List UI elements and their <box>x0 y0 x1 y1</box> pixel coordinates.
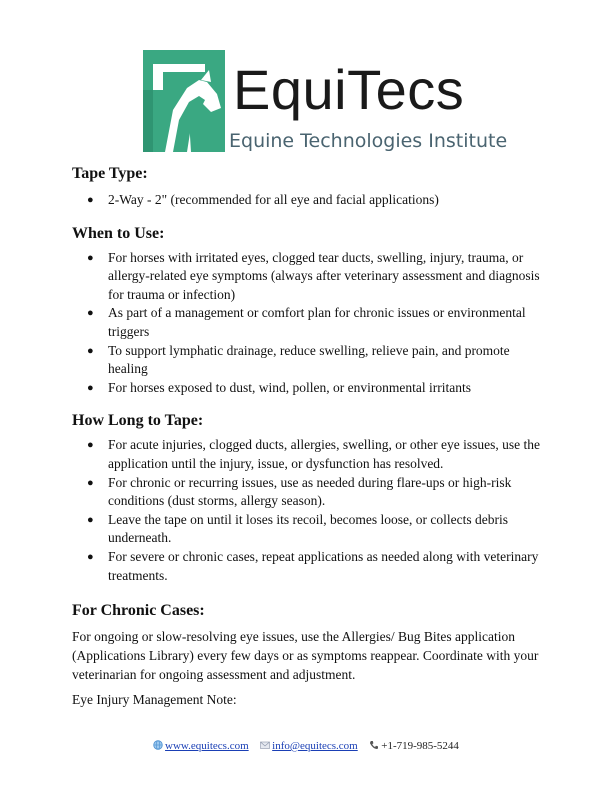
section-when-to-use <box>72 224 546 398</box>
email-link[interactable]: info@equitecs.com <box>272 740 358 752</box>
injury-note-label: Eye Injury Management Note: <box>72 692 237 708</box>
logo <box>143 48 508 158</box>
phone-number: +1-719-985-5244 <box>381 740 459 752</box>
globe-icon <box>153 740 163 750</box>
list-when-to-use <box>72 249 546 398</box>
list-item: ● To support lymphatic drainage, reduce swelling, relieve pain, and promote healing <box>72 342 546 379</box>
list-item: ● Leave the tape on until it loses its recoil, becomes loose, or collects debris underneath. <box>72 511 546 548</box>
heading-when-to-use: When to Use: <box>72 224 165 242</box>
logo-subtitle: Equine Technologies Institute <box>229 130 508 152</box>
section-how-long <box>72 411 546 585</box>
list-item: ● For chronic or recurring issues, use as needed during flare-ups or high-risk conditions (dust storms, allergy season). <box>72 474 546 511</box>
list-item: ● For horses exposed to dust, wind, pollen, or environmental irritants <box>72 379 546 398</box>
logo-title: EquiTecs <box>233 58 465 121</box>
chronic-paragraph: For ongoing or slow-resolving eye issues, use the Allergies/ Bug Bites application (Applications Library) every few days or as symptoms reappear. Coordinate with your veterinarian for ongoing assessment and adjustment. <box>72 629 539 683</box>
heading-how-long: How Long to Tape: <box>72 412 204 430</box>
list-how-long <box>72 436 546 585</box>
section-chronic <box>72 601 546 709</box>
heading-tape-type: Tape Type: <box>72 165 148 182</box>
horse-head-icon <box>143 50 225 152</box>
website-link[interactable]: www.equitecs.com <box>165 740 249 752</box>
document-body <box>72 160 546 709</box>
list-item: ● For acute injuries, clogged ducts, allergies, swelling, or other eye issues, use the application until the injury, issue, or dysfunction has resolved. <box>72 436 546 473</box>
list-item: ● For severe or chronic cases, repeat applications as needed along with veterinary treatments. <box>72 548 546 585</box>
list-item: ● For horses with irritated eyes, clogged tear ducts, swelling, injury, trauma, or allergy-related eye symptoms (always after veterinary assessment and diagnosis for trauma or infection) <box>72 249 546 305</box>
section-tape-type <box>72 164 546 210</box>
phone-icon <box>369 740 379 750</box>
list-item: ● 2-Way - 2" (recommended for all eye and facial applications) <box>72 191 546 210</box>
heading-chronic: For Chronic Cases: <box>72 602 205 620</box>
list-tape-type <box>72 191 546 210</box>
footer <box>0 738 612 754</box>
list-item: ● As part of a management or comfort plan for chronic issues or environmental triggers <box>72 304 546 341</box>
envelope-icon <box>260 740 270 750</box>
